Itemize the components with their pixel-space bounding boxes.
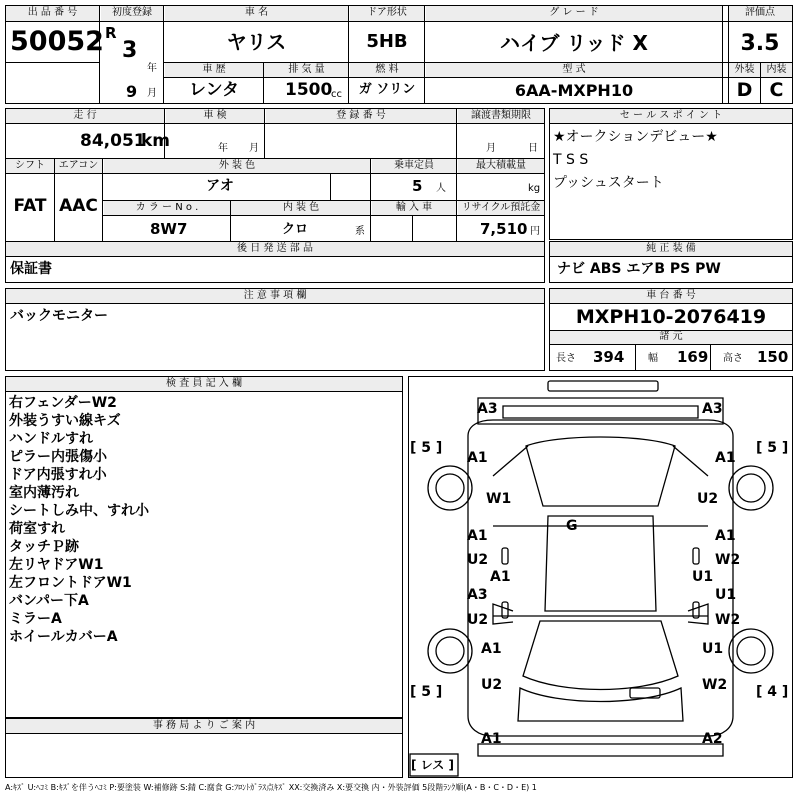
lot-number: 50052 bbox=[10, 26, 104, 57]
exterior-color-label: 外 装 色 bbox=[218, 160, 256, 171]
tire-rear-left-tread: [ 5 ] bbox=[410, 440, 443, 456]
genuine-equipment: ナビ ABS エアB PS PW bbox=[557, 261, 721, 277]
width: 169 bbox=[677, 348, 709, 366]
sales-points-list bbox=[553, 128, 718, 192]
tire-front-left-tread: [ 5 ] bbox=[410, 684, 443, 700]
damage-fender-left-1: A1 bbox=[481, 641, 502, 657]
fuel-label: 燃 料 bbox=[375, 64, 399, 75]
import-label: 輸 入 車 bbox=[395, 202, 433, 213]
interior-color-label: 内 装 色 bbox=[282, 202, 320, 213]
later-parts: 保証書 bbox=[10, 261, 52, 277]
genuine-equipment-label: 純 正 装 備 bbox=[646, 243, 696, 254]
notes-label: 注 意 事 項 欄 bbox=[243, 290, 307, 301]
year-unit: 年 bbox=[147, 63, 157, 74]
car-name: ヤリス bbox=[226, 30, 287, 54]
model-code-label: 型 式 bbox=[562, 64, 586, 75]
height: 150 bbox=[757, 348, 789, 366]
registration-year: 3 bbox=[122, 38, 138, 63]
score: 3.5 bbox=[740, 31, 780, 56]
damage-fender-right-1: U1 bbox=[702, 641, 724, 657]
capacity-unit: 人 bbox=[436, 183, 446, 194]
inspector-note: シートしみ中、すれ小 bbox=[9, 503, 149, 519]
damage-front-door-left-2: U2 bbox=[467, 612, 489, 628]
plate-label: 登 録 番 号 bbox=[336, 110, 386, 121]
damage-rear-right: A3 bbox=[702, 401, 723, 417]
era: R bbox=[105, 24, 117, 42]
damage-quarter-right: A1 bbox=[715, 450, 736, 466]
interior-color: クロ bbox=[282, 222, 309, 237]
exterior-label: 外装 bbox=[734, 64, 755, 75]
damage-rear-door-left-2: U2 bbox=[467, 552, 489, 568]
recycle-deposit-label: リサイクル預託金 bbox=[461, 202, 541, 213]
inspector-note: ミラーA bbox=[9, 611, 62, 627]
inspector-note: ハンドルすれ bbox=[9, 431, 93, 447]
shift: FAT bbox=[13, 196, 47, 216]
notes: バックモニター bbox=[10, 308, 108, 324]
length-label: 長さ bbox=[556, 353, 576, 364]
transfer-month-unit: 月 bbox=[486, 143, 496, 154]
door-type-label: ドア形状 bbox=[367, 7, 407, 18]
grade: ハイブ リッド X bbox=[500, 31, 648, 55]
inspector-note: 右フェンダーW2 bbox=[9, 395, 117, 411]
mileage-label: 走 行 bbox=[73, 110, 97, 121]
door-type: 5HB bbox=[366, 31, 408, 52]
inspector-note: 左フロントドアW1 bbox=[9, 575, 132, 591]
exterior-grade: D bbox=[736, 79, 753, 101]
max-load-unit: kg bbox=[528, 183, 541, 194]
interior-grade: C bbox=[769, 79, 784, 101]
damage-front-door-left-1: A3 bbox=[467, 587, 488, 603]
inspector-note: バンパー下A bbox=[9, 593, 89, 609]
transfer-day-unit: 日 bbox=[528, 143, 538, 154]
displacement-label: 排 気 量 bbox=[288, 64, 325, 75]
damage-rear-left: A3 bbox=[477, 401, 498, 417]
capacity-label: 乗車定員 bbox=[394, 160, 434, 171]
sales-point-item: ★オークションデビュー★ bbox=[553, 129, 718, 145]
displacement-unit: cc bbox=[331, 89, 342, 100]
height-label: 高さ bbox=[723, 353, 743, 364]
recycle-deposit-unit: 円 bbox=[530, 226, 540, 237]
air-conditioner-label: エアコン bbox=[58, 160, 99, 171]
damage-rocker-right: U1 bbox=[692, 569, 714, 585]
damage-front-left: A1 bbox=[481, 731, 502, 747]
recycle-deposit: 7,510 bbox=[480, 220, 528, 238]
inspector-note: ピラー内張傷小 bbox=[9, 449, 107, 465]
inspector-note: 荷室すれ bbox=[9, 521, 65, 537]
car-name-label: 車 名 bbox=[244, 7, 269, 18]
legend: A:ｷｽﾞ U:ﾍｺﾐ B:ｷｽﾞを伴うﾍｺﾐ P:要塗装 W:補修跡 S:錆 C:腐食 G:ﾌﾛﾝﾄｶﾞﾗｽ点ｷｽﾞ XX:交換済み X:要交換 内・外装評価 5段階ﾗﾝｸ順(A・B・C・D・E) 1 bbox=[5, 783, 537, 792]
inspector-note: ホイールカバーA bbox=[9, 629, 118, 645]
inspector-label: 検 査 員 記 入 欄 bbox=[166, 378, 242, 389]
later-parts-label: 後 日 発 送 部 品 bbox=[237, 243, 313, 254]
shift-label: シフト bbox=[15, 160, 45, 171]
history-label: 車 歴 bbox=[202, 64, 226, 75]
color-number-label: カ ラ ー N o . bbox=[135, 202, 199, 213]
inspection-label: 車 検 bbox=[203, 110, 227, 121]
inspector-note: 室内薄汚れ bbox=[9, 485, 79, 501]
damage-rear-wheel-right: U2 bbox=[697, 491, 719, 507]
exterior-color: アオ bbox=[206, 178, 234, 194]
history: レンタ bbox=[189, 80, 239, 100]
max-load-label: 最大積載量 bbox=[476, 160, 526, 171]
interior-label: 内装 bbox=[766, 64, 787, 75]
registration-month: 9 bbox=[126, 82, 138, 101]
damage-rear-door-right-1: A1 bbox=[715, 528, 736, 544]
length: 394 bbox=[593, 348, 625, 366]
office-label: 事 務 局 よ り ご 案 内 bbox=[152, 720, 256, 731]
air-conditioner: AAC bbox=[59, 196, 98, 216]
damage-fender-right-2: W2 bbox=[702, 677, 728, 693]
first-registration-label: 初度登録 bbox=[112, 7, 152, 18]
inspector-note: 左リヤドアW1 bbox=[9, 557, 104, 573]
displacement: 1500 bbox=[285, 80, 333, 100]
tire-front-right-tread: [ 4 ] bbox=[756, 684, 789, 700]
sales-point-item: プッシュスタート bbox=[553, 175, 664, 191]
damage-front-door-right-1: U1 bbox=[715, 587, 737, 603]
damage-front-right: A2 bbox=[702, 731, 723, 747]
inspector-note: ドア内張すれ小 bbox=[9, 467, 107, 483]
grade-label: グ レ ー ド bbox=[549, 7, 599, 18]
damage-glass: G bbox=[566, 518, 578, 534]
tire-rear-right-tread: [ 5 ] bbox=[756, 440, 789, 456]
spare-tire-status: [ レス ] bbox=[411, 758, 454, 772]
model-code: 6AA-MXPH10 bbox=[514, 81, 634, 100]
color-number: 8W7 bbox=[150, 220, 188, 238]
mileage-unit: km bbox=[141, 131, 171, 151]
details-section bbox=[5, 108, 545, 242]
inspector-notes-list bbox=[9, 394, 149, 646]
damage-rocker-left: A1 bbox=[490, 569, 511, 585]
damage-front-door-right-2: W2 bbox=[715, 612, 741, 628]
lot-number-label: 出 品 番 号 bbox=[27, 7, 78, 18]
inspection-year-unit: 年 bbox=[218, 143, 228, 154]
inspector-note: 外装うすい線キズ bbox=[9, 413, 121, 429]
damage-fender-left-2: U2 bbox=[481, 677, 503, 693]
inspector-note: タッチＰ跡 bbox=[9, 539, 79, 555]
car-outline-diagram bbox=[408, 376, 793, 778]
width-label: 幅 bbox=[648, 353, 658, 364]
chassis-label: 車 台 番 号 bbox=[646, 290, 696, 301]
inspection-month-unit: 月 bbox=[249, 143, 259, 154]
chassis-number: MXPH10-2076419 bbox=[575, 306, 767, 328]
transfer-deadline-label: 譲渡書類期限 bbox=[471, 110, 531, 121]
interior-color-unit: 系 bbox=[355, 226, 365, 237]
fuel: ガ ソリン bbox=[358, 82, 416, 97]
mileage: 84,051 bbox=[80, 131, 146, 151]
capacity: 5 bbox=[412, 177, 423, 195]
damage-rear-wheel-left: W1 bbox=[486, 491, 512, 507]
score-label: 評価点 bbox=[745, 7, 775, 18]
month-unit: 月 bbox=[147, 88, 157, 99]
damage-rear-door-right-2: W2 bbox=[715, 552, 741, 568]
sales-point-item: T S S bbox=[553, 152, 589, 168]
damage-rear-door-left-1: A1 bbox=[467, 528, 488, 544]
damage-quarter-left: A1 bbox=[467, 450, 488, 466]
dimensions-label: 諸 元 bbox=[659, 331, 683, 342]
sales-points-label: セ ー ル ス ポ イ ン ト bbox=[619, 110, 723, 121]
